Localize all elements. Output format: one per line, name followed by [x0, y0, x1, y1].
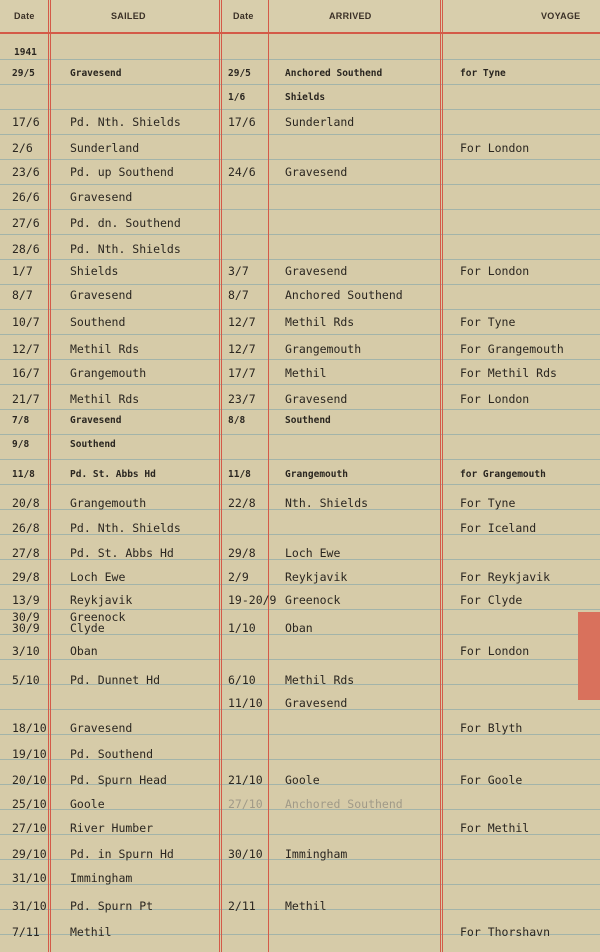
- sailed-place: Gravesend: [70, 190, 133, 204]
- arrived-date: 17/6: [228, 115, 256, 129]
- arrived-date: 19-20/9: [228, 593, 277, 607]
- sailed-place: Sunderland: [70, 141, 140, 155]
- sailed-date: 17/6: [12, 115, 40, 129]
- voyage-destination: For Reykjavik: [460, 570, 551, 584]
- sailed-place: Pd. Nth. Shields: [70, 521, 181, 535]
- voyage-destination: For Clyde: [460, 593, 523, 607]
- arrived-place: Methil: [285, 366, 327, 380]
- arrived-place: Nth. Shields: [285, 496, 369, 510]
- sailed-place: Gravesend: [70, 721, 133, 735]
- arrived-place: Methil Rds: [285, 315, 355, 329]
- year-label: 1941: [14, 47, 37, 58]
- arrived-date: 11/10: [228, 696, 263, 710]
- sailed-place: Pd. Nth. Shields: [70, 242, 181, 256]
- voyage-destination: For London: [460, 644, 530, 658]
- arrived-date: 23/7: [228, 392, 256, 406]
- arrived-place: Sunderland: [285, 115, 355, 129]
- arrived-date: 6/10: [228, 673, 256, 687]
- arrived-date: 1/6: [228, 92, 246, 103]
- sailed-date: 25/10: [12, 797, 47, 811]
- voyage-destination: For Iceland: [460, 521, 537, 535]
- sailed-place: Grangemouth: [70, 366, 147, 380]
- arrived-place: Shields: [285, 92, 326, 103]
- arrived-place: Grangemouth: [285, 342, 362, 356]
- arrived-date: 22/8: [228, 496, 256, 510]
- arrived-date: 12/7: [228, 342, 256, 356]
- sailed-date: 20/10: [12, 773, 47, 787]
- divider-arrived-voyage: [440, 0, 443, 952]
- sailed-date: 28/6: [12, 242, 40, 256]
- voyage-destination: For Tyne: [460, 315, 516, 329]
- red-margin-tab: [578, 612, 600, 700]
- sailed-place: Gravesend: [70, 68, 122, 79]
- sailed-place: Oban: [70, 644, 98, 658]
- voyage-destination: For Methil: [460, 821, 530, 835]
- voyage-destination: For Goole: [460, 773, 523, 787]
- column-header-row: [0, 0, 600, 34]
- arrived-date: 30/10: [228, 847, 263, 861]
- arrived-place: Gravesend: [285, 696, 348, 710]
- sailed-date: 7/8: [12, 415, 30, 426]
- sailed-date: 21/7: [12, 392, 40, 406]
- arrived-date: 8/7: [228, 288, 249, 302]
- sailed-place: Pd. St. Abbs Hd: [70, 469, 156, 480]
- sailed-date: 23/6: [12, 165, 40, 179]
- arrived-place: Gravesend: [285, 392, 348, 406]
- sailed-date: 11/8: [12, 469, 35, 480]
- sailed-place: Gravesend: [70, 415, 122, 426]
- sailed-date: 9/8: [12, 439, 30, 450]
- arrived-date: 1/10: [228, 621, 256, 635]
- divider-date-arrived: [268, 0, 269, 952]
- sailed-date: 20/8: [12, 496, 40, 510]
- sailed-place: Pd. St. Abbs Hd: [70, 546, 174, 560]
- arrived-date: 27/10: [228, 797, 263, 811]
- sailed-date: 2/6: [12, 141, 33, 155]
- arrived-place: Gravesend: [285, 165, 348, 179]
- sailed-place: Southend: [70, 439, 116, 450]
- voyage-destination: For Blyth: [460, 721, 523, 735]
- sailed-date: 12/7: [12, 342, 40, 356]
- arrived-date: 17/7: [228, 366, 256, 380]
- sailed-place: Shields: [70, 264, 119, 278]
- sailed-place: Clyde: [70, 621, 105, 635]
- sailed-date: 30/9: [12, 610, 40, 624]
- sailed-place: Loch Ewe: [70, 570, 126, 584]
- sailed-date: 29/5: [12, 68, 35, 79]
- arrived-date: 2/9: [228, 570, 249, 584]
- header-date-sailed: Date: [14, 11, 35, 21]
- sailed-date: 19/10: [12, 747, 47, 761]
- sailed-place: River Humber: [70, 821, 154, 835]
- sailed-date: 26/8: [12, 521, 40, 535]
- arrived-place: Anchored Southend: [285, 68, 383, 79]
- sailed-date: 1/7: [12, 264, 33, 278]
- sailed-place: Southend: [70, 315, 126, 329]
- arrived-place: Grangemouth: [285, 469, 348, 480]
- header-date-arrived: Date: [233, 11, 254, 21]
- sailed-date: 31/10: [12, 899, 47, 913]
- sailed-place: Methil Rds: [70, 342, 140, 356]
- sailed-place: Pd. in Spurn Hd: [70, 847, 174, 861]
- arrived-place: Methil: [285, 899, 327, 913]
- arrived-place: Gravesend: [285, 264, 348, 278]
- sailed-place: Greenock: [70, 610, 126, 624]
- sailed-date: 10/7: [12, 315, 40, 329]
- sailed-place: Immingham: [70, 871, 133, 885]
- divider-date-sailed: [48, 0, 51, 952]
- arrived-place: Anchored Southend: [285, 288, 403, 302]
- sailed-date: 27/6: [12, 216, 40, 230]
- arrived-place: Reykjavik: [285, 570, 348, 584]
- header-arrived: ARRIVED: [329, 11, 372, 21]
- sailed-place: Pd. Nth. Shields: [70, 115, 181, 129]
- arrived-date: 21/10: [228, 773, 263, 787]
- voyage-destination: for Grangemouth: [460, 469, 546, 480]
- voyage-destination: For Methil Rds: [460, 366, 557, 380]
- sailed-date: 27/10: [12, 821, 47, 835]
- sailed-place: Pd. Southend: [70, 747, 154, 761]
- sailed-date: 8/7: [12, 288, 33, 302]
- voyage-destination: For Grangemouth: [460, 342, 564, 356]
- sailed-place: Methil: [70, 925, 112, 939]
- sailed-place: Pd. up Southend: [70, 165, 174, 179]
- voyage-destination: For London: [460, 264, 530, 278]
- sailed-date: 13/9: [12, 593, 40, 607]
- sailed-place: Pd. Dunnet Hd: [70, 673, 161, 687]
- voyage-destination: For London: [460, 392, 530, 406]
- sailed-date: 18/10: [12, 721, 47, 735]
- sailed-date: 16/7: [12, 366, 40, 380]
- header-voyage: VOYAGE: [541, 11, 581, 21]
- sailed-place: Reykjavik: [70, 593, 133, 607]
- sailed-place: Grangemouth: [70, 496, 147, 510]
- arrived-place: Anchored Southend: [285, 797, 403, 811]
- arrived-place: Greenock: [285, 593, 341, 607]
- arrived-place: Goole: [285, 773, 320, 787]
- sailed-place: Methil Rds: [70, 392, 140, 406]
- sailed-date: 7/11: [12, 925, 40, 939]
- header-sailed: SAILED: [111, 11, 146, 21]
- sailed-date: 3/10: [12, 644, 40, 658]
- sailed-date: 29/8: [12, 570, 40, 584]
- sailed-date: 27/8: [12, 546, 40, 560]
- sailed-date: 5/10: [12, 673, 40, 687]
- arrived-date: 12/7: [228, 315, 256, 329]
- arrived-date: 29/5: [228, 68, 251, 79]
- arrived-date: 29/8: [228, 546, 256, 560]
- voyage-destination: For Thorshavn: [460, 925, 551, 939]
- sailed-place: Pd. Spurn Head: [70, 773, 167, 787]
- arrived-place: Oban: [285, 621, 313, 635]
- arrived-date: 3/7: [228, 264, 249, 278]
- sailed-place: Goole: [70, 797, 105, 811]
- voyage-destination: for Tyne: [460, 68, 506, 79]
- arrived-place: Methil Rds: [285, 673, 355, 687]
- voyage-destination: For London: [460, 141, 530, 155]
- sailed-date: 31/10: [12, 871, 47, 885]
- sailed-date: 26/6: [12, 190, 40, 204]
- arrived-place: Loch Ewe: [285, 546, 341, 560]
- sailed-place: Pd. dn. Southend: [70, 216, 181, 230]
- arrived-date: 11/8: [228, 469, 251, 480]
- arrived-date: 2/11: [228, 899, 256, 913]
- sailed-place: Pd. Spurn Pt: [70, 899, 154, 913]
- divider-sailed-date: [219, 0, 222, 952]
- sailed-place: Gravesend: [70, 288, 133, 302]
- arrived-place: Southend: [285, 415, 331, 426]
- sailed-date: 29/10: [12, 847, 47, 861]
- voyage-destination: For Tyne: [460, 496, 516, 510]
- arrived-place: Immingham: [285, 847, 348, 861]
- sailed-date: 30/9: [12, 621, 40, 635]
- arrived-date: 8/8: [228, 415, 246, 426]
- arrived-date: 24/6: [228, 165, 256, 179]
